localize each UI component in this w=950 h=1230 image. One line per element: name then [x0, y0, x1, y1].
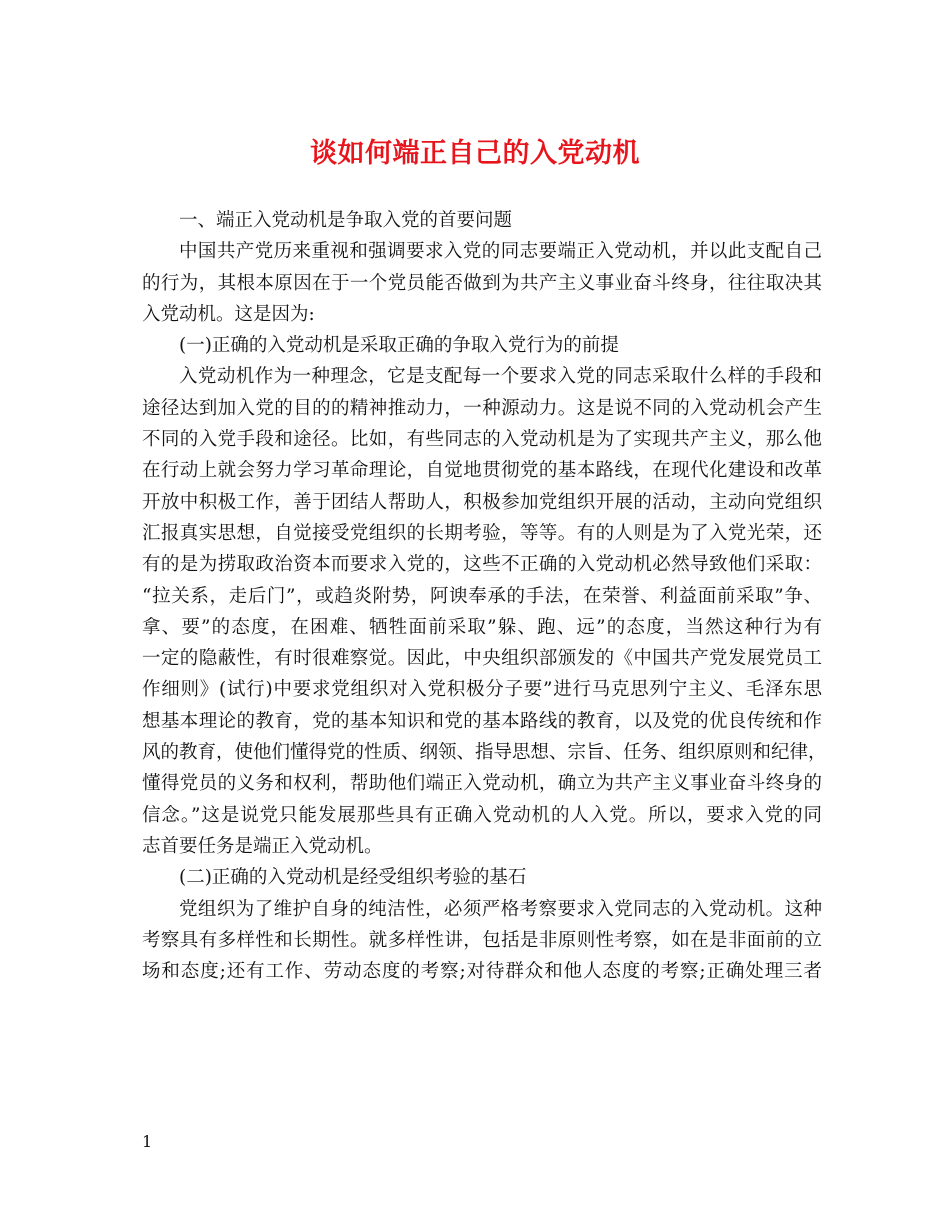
text-line: (一)正确的入党动机是采取正确的争取入党行为的前提	[179, 335, 619, 357]
text-line: 考察具有多样性和长期性。就多样性讲，包括是非原则性考察，如在是非面前的立	[142, 929, 822, 951]
text-line: 汇报真实思想，自觉接受党组织的长期考验，等等。有的人则是为了入党光荣，还	[142, 522, 822, 544]
text-line: 信念。”这是说党只能发展那些具有正确入党动机的人入党。所以，要求入党的同	[142, 804, 822, 826]
text-line: 党组织为了维护自身的纯洁性，必须严格考察要求入党同志的入党动机。这种	[179, 898, 822, 920]
text-line: 一、端正入党动机是争取入党的首要问题	[179, 210, 513, 231]
text-line: 开放中积极工作，善于团结人帮助人，积极参加党组织开展的活动，主动向党组织	[142, 491, 822, 513]
text-line: 途径达到加入党的目的的精神推动力，一种源动力。这是说不同的入党动机会产生	[142, 397, 822, 419]
text-line: (二)正确的入党动机是经受组织考验的基石	[179, 867, 527, 889]
text-line: 入党动机。这是因为:	[142, 303, 315, 325]
text-line: 有的是为捞取政治资本而要求入党的，这些不正确的入党动机必然导致他们采取：	[142, 554, 822, 576]
text-line: 场和态度;还有工作、劳动态度的考察;对待群众和他人态度的考察;正确处理三者	[142, 961, 822, 983]
text-line: 的行为，其根本原因在于一个党员能否做到为共产主义事业奋斗终身，往往取决其	[142, 272, 822, 294]
text-line: 作细则》(试行)中要求党组织对入党积极分子要”进行马克思列宁主义、毛泽东思	[142, 679, 822, 701]
text-line: 入党动机作为一种理念，它是支配每一个要求入党的同志采取什么样的手段和	[179, 366, 822, 388]
document-title: 谈如何端正自己的入党动机	[310, 138, 640, 169]
text-line: 不同的入党手段和途径。比如，有些同志的入党动机是为了实现共产主义，那么他	[142, 429, 822, 451]
text-line: 想基本理论的教育，党的基本知识和党的基本路线的教育，以及党的优良传统和作	[142, 710, 822, 732]
text-line: 在行动上就会努力学习革命理论，自觉地贯彻党的基本路线，在现代化建设和改革	[142, 460, 822, 482]
text-line: 中国共产党历来重视和强调要求入党的同志要端正入党动机，并以此支配自己	[179, 241, 822, 263]
text-line: 风的教育，使他们懂得党的性质、纲领、指导思想、宗旨、任务、组织原则和纪律，	[142, 742, 827, 764]
text-line: “拉关系，走后门”，或趋炎附势，阿谀奉承的手法，在荣誉、利益面前采取”争、	[142, 585, 822, 607]
text-line: 一定的隐蔽性，有时很难察觉。因此，中央组织部颁发的《中国共产党发展党员工	[142, 648, 822, 670]
text-line: 懂得党员的义务和权利，帮助他们端正入党动机，确立为共产主义事业奋斗终身的	[142, 773, 822, 795]
document-body	[142, 205, 827, 987]
page-number: 1	[142, 1132, 153, 1151]
text-line: 拿、要”的态度，在困难、牺牲面前采取”躲、跑、远”的态度，当然这种行为有	[142, 616, 822, 638]
text-line: 志首要任务是端正入党动机。	[142, 835, 383, 857]
